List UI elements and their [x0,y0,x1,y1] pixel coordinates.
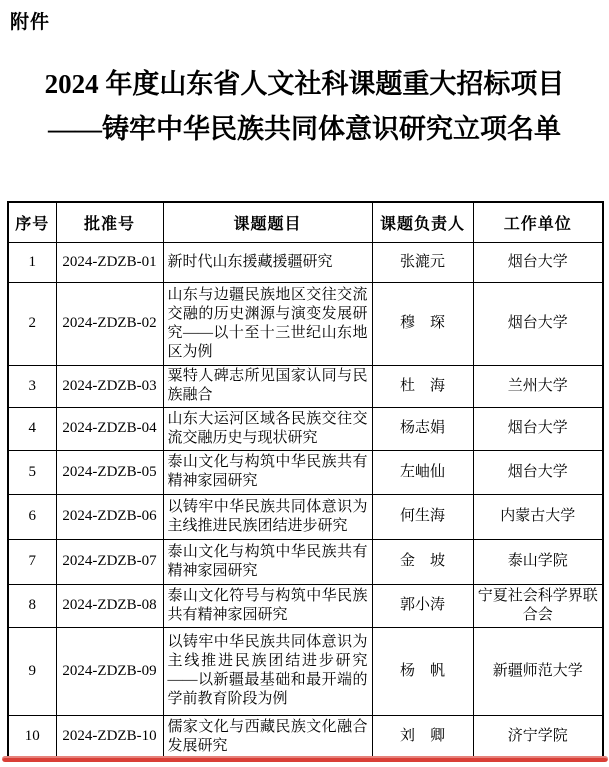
cell-no: 5 [8,450,56,494]
table-row [8,450,603,494]
cell-approval: 2024-ZDZB-03 [56,365,163,407]
cell-approval: 2024-ZDZB-07 [56,539,163,584]
cell-no: 9 [8,627,56,715]
cell-no: 6 [8,494,56,539]
attachment-label: 附件 [10,12,51,33]
page-title-line2: ——铸牢中华民族共同体意识研究立项名单 [48,114,561,144]
table-row [8,584,603,627]
red-underline-annotation [2,756,608,762]
cell-approval: 2024-ZDZB-05 [56,450,163,494]
cell-no: 3 [8,365,56,407]
cell-leader: 金 坡 [372,539,473,584]
cell-approval: 2024-ZDZB-06 [56,494,163,539]
cell-approval: 2024-ZDZB-01 [56,242,163,282]
cell-no: 8 [8,584,56,627]
cell-leader: 杨 帆 [372,627,473,715]
project-table-body [8,242,603,759]
cell-unit: 宁夏社会科学界联合会 [473,584,603,627]
table-row [8,407,603,450]
cell-leader: 杜 海 [372,365,473,407]
cell-no: 2 [8,282,56,365]
cell-leader: 杨志娟 [372,407,473,450]
cell-unit: 泰山学院 [473,539,603,584]
project-table [7,201,604,760]
cell-leader: 张漉元 [372,242,473,282]
cell-approval: 2024-ZDZB-04 [56,407,163,450]
column-header-title: 课题题目 [163,202,372,242]
table-row [8,242,603,282]
table-row [8,715,603,759]
column-header-no: 序号 [8,202,56,242]
cell-unit: 兰州大学 [473,365,603,407]
cell-unit: 烟台大学 [473,407,603,450]
cell-title: 山东与边疆民族地区交往交流交融的历史渊源与演变发展研究——以十至十三世纪山东地区为例 [163,282,372,365]
cell-title: 以铸牢中华民族共同体意识为主线推进民族团结进步研究 [163,494,372,539]
table-row [8,282,603,365]
table-header-row [8,202,603,242]
cell-leader: 何生海 [372,494,473,539]
cell-title: 泰山文化符号与构筑中华民族共有精神家园研究 [163,584,372,627]
page-title [0,62,609,152]
table-row [8,494,603,539]
cell-no: 1 [8,242,56,282]
cell-no: 4 [8,407,56,450]
cell-unit: 烟台大学 [473,282,603,365]
cell-leader: 郭小涛 [372,584,473,627]
cell-title: 新时代山东援藏援疆研究 [163,242,372,282]
cell-leader: 穆 琛 [372,282,473,365]
column-header-leader: 课题负责人 [372,202,473,242]
cell-no: 7 [8,539,56,584]
cell-approval: 2024-ZDZB-10 [56,715,163,759]
column-header-approval: 批准号 [56,202,163,242]
cell-title: 泰山文化与构筑中华民族共有精神家园研究 [163,450,372,494]
cell-title: 山东大运河区域各民族交往交流交融历史与现状研究 [163,407,372,450]
column-header-unit: 工作单位 [473,202,603,242]
cell-title: 以铸牢中华民族共同体意识为主线推进民族团结进步研究——以新疆最基础和最开端的学前教育阶段为例 [163,627,372,715]
cell-approval: 2024-ZDZB-08 [56,584,163,627]
cell-unit: 新疆师范大学 [473,627,603,715]
cell-unit: 内蒙古大学 [473,494,603,539]
cell-unit: 济宁学院 [473,715,603,759]
cell-no: 10 [8,715,56,759]
cell-unit: 烟台大学 [473,242,603,282]
cell-leader: 刘 卿 [372,715,473,759]
cell-title: 粟特人碑志所见国家认同与民族融合 [163,365,372,407]
table-row [8,627,603,715]
cell-leader: 左岫仙 [372,450,473,494]
cell-unit: 烟台大学 [473,450,603,494]
cell-title: 泰山文化与构筑中华民族共有精神家园研究 [163,539,372,584]
page-title-line1: 2024 年度山东省人文社科课题重大招标项目 [44,69,565,99]
table-row [8,365,603,407]
cell-approval: 2024-ZDZB-02 [56,282,163,365]
cell-approval: 2024-ZDZB-09 [56,627,163,715]
table-row [8,539,603,584]
cell-title: 儒家文化与西藏民族文化融合发展研究 [163,715,372,759]
